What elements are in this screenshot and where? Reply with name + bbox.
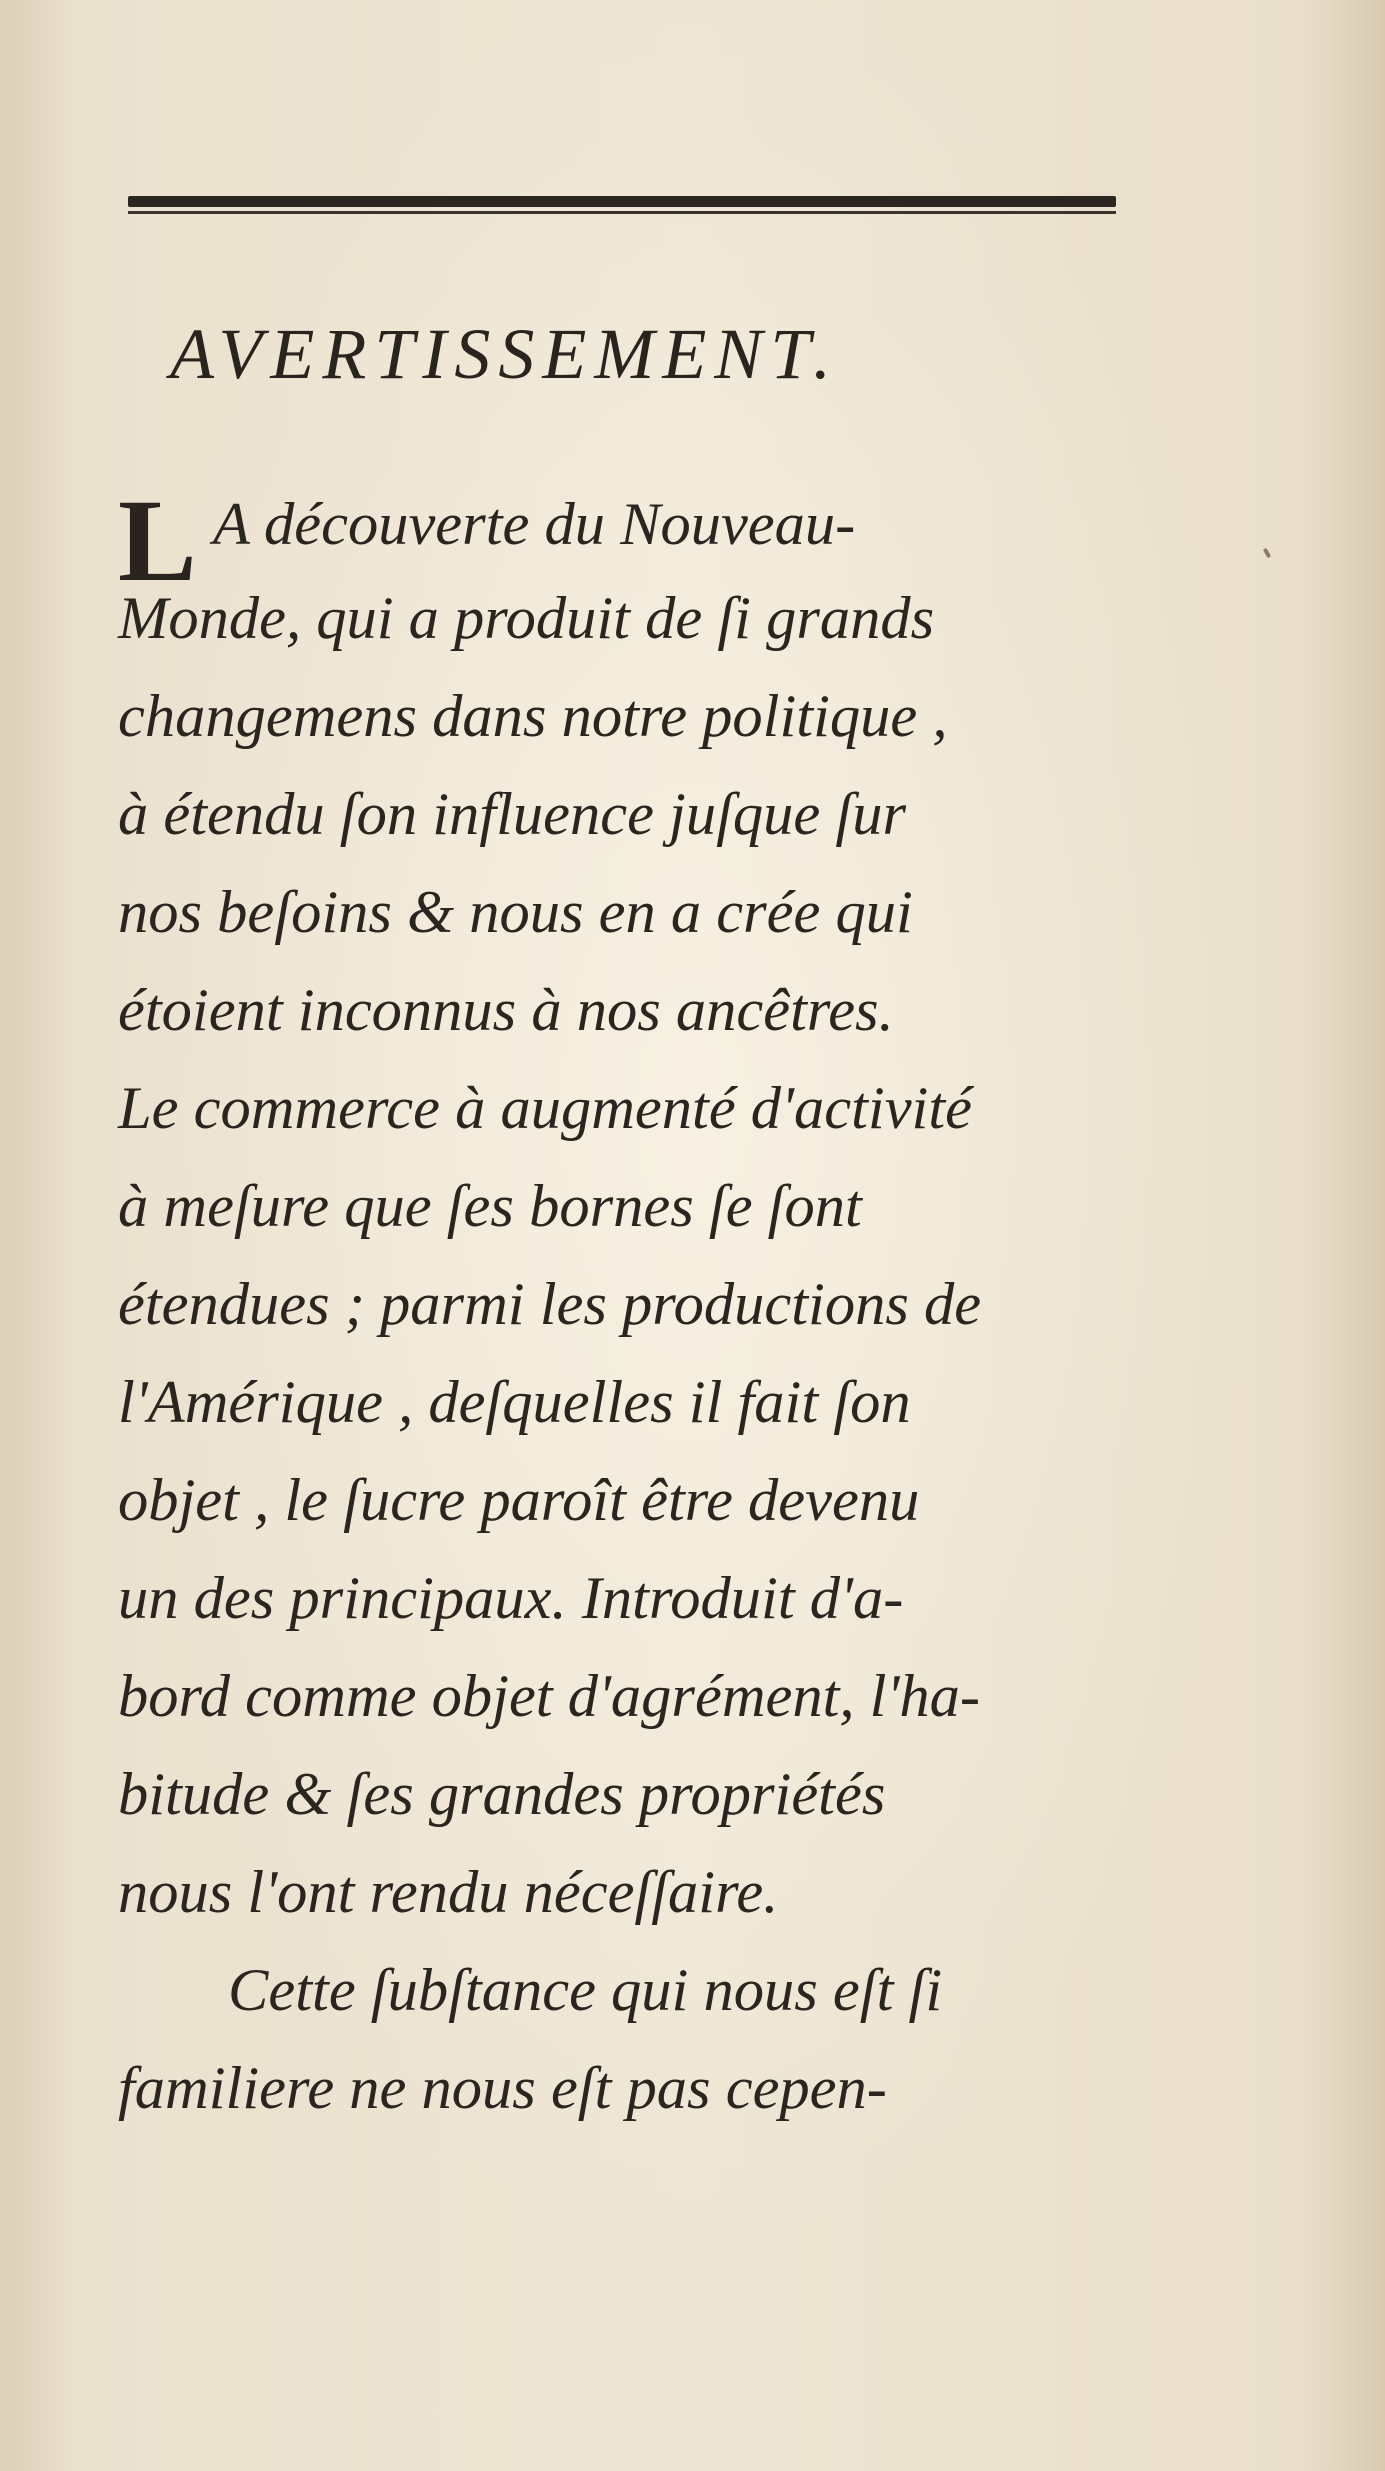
text-line-17: familiere ne nous eſt pas cepen- [118,2055,887,2122]
text-line-13: bord comme objet d'agrément, l'ha- [118,1663,981,1730]
text-line-10: l'Amérique , deſquelles il fait ſon [118,1369,911,1436]
page-heading: AVERTISSEMENT. [170,314,840,394]
text-line-1: A découverte du Nouveau- [213,491,856,558]
paper-speck [1263,548,1271,559]
text-line-4: à étendu ſon influence juſque ſur [118,781,907,848]
text-line-14: bitude & ſes grandes propriétés [118,1761,886,1828]
text-line-15: nous l'ont rendu néceſſaire. [118,1859,779,1926]
drop-cap: L [118,475,197,606]
text-line-8: à meſure que ſes bornes ſe ſont [118,1173,862,1240]
text-line-9: étendues ; parmi les productions de [118,1271,982,1338]
text-line-12: un des principaux. Introduit d'a- [118,1565,904,1632]
rule-thin-line [128,211,1116,214]
text-line-2: Monde, qui a produit de ſi grands [118,585,935,652]
text-line-5: nos beſoins & nous en a crée qui [118,879,913,946]
text-line-11: objet , le ſucre paroît être devenu [118,1467,920,1534]
ornamental-rule [128,192,1116,216]
text-line-16: Cette ſubſtance qui nous eſt ſi [228,1957,943,2024]
rule-thick-line [128,196,1116,207]
text-line-3: changemens dans notre politique , [118,683,948,750]
text-line-6: étoient inconnus à nos ancêtres. [118,977,894,1044]
text-line-7: Le commerce à augmenté d'activité [118,1075,973,1142]
